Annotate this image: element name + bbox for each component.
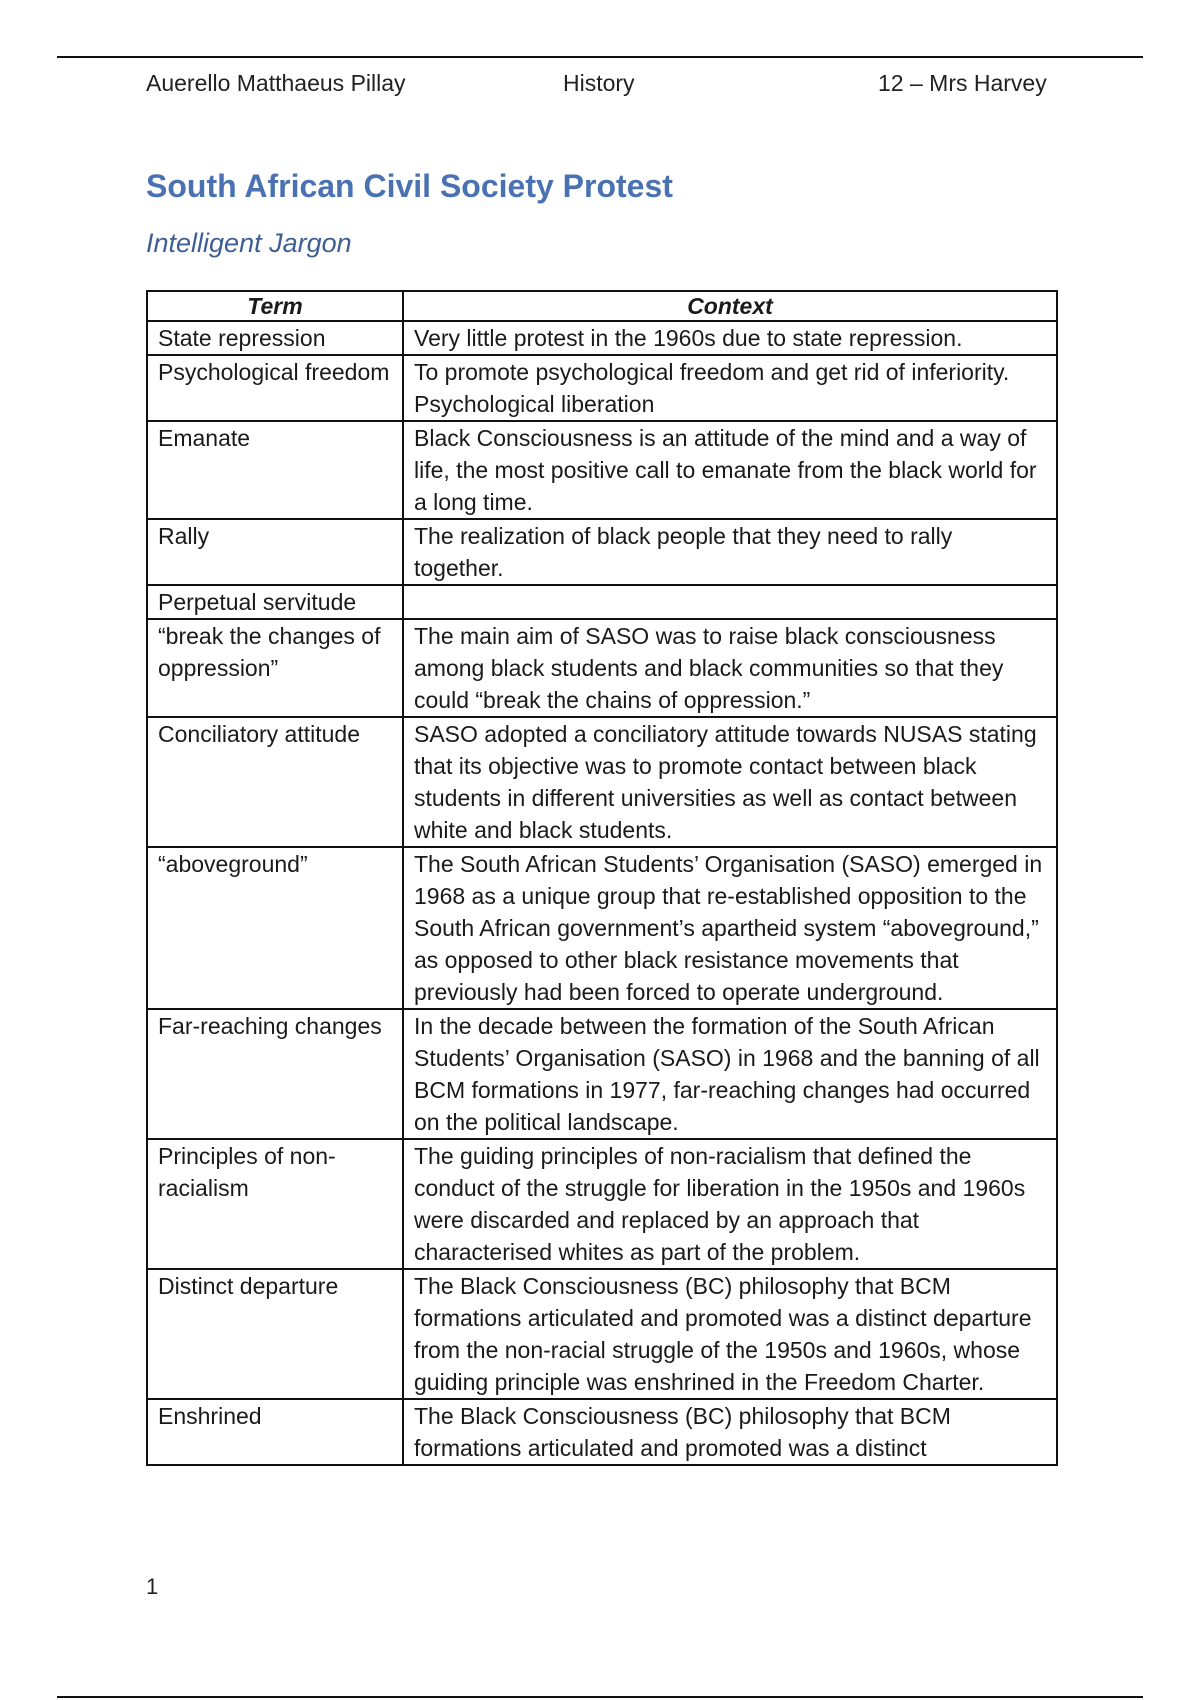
bottom-rule [57, 1696, 1143, 1698]
context-text: The Black Consciousness (BC) philosophy that BCM formations articulated and promoted was a distinct [414, 1403, 951, 1461]
table-row [147, 1009, 1057, 1139]
page-number: 1 [146, 1574, 159, 1599]
document-subtitle: Intelligent Jargon [146, 228, 352, 258]
context-text: Psychological liberation [414, 391, 655, 417]
document-title: South African Civil Society Protest [146, 168, 673, 204]
term-cell: Far-reaching changes [147, 1009, 403, 1139]
context-cell [403, 321, 1057, 355]
table-row [147, 1139, 1057, 1269]
column-header-context: Context [403, 291, 1057, 321]
context-cell [403, 585, 1057, 619]
context-text: Black Consciousness is an attitude of the mind and a way of life, the most positive call to emanate from the black world for a long time. [414, 425, 1037, 515]
context-cell [403, 1139, 1057, 1269]
term-cell: “aboveground” [147, 847, 403, 1009]
table-header-row [147, 291, 1057, 321]
table-row [147, 717, 1057, 847]
column-header-term: Term [147, 291, 403, 321]
context-text: SASO adopted a conciliatory attitude towards NUSAS stating that its objective was to promote contact between black students in different universities as well as contact between white and black students. [414, 721, 1037, 843]
context-cell [403, 355, 1057, 421]
glossary-table [146, 290, 1058, 1466]
header-class: 12 – Mrs Harvey [878, 70, 1047, 96]
term-cell: Enshrined [147, 1399, 403, 1465]
term-cell: Perpetual servitude [147, 585, 403, 619]
context-cell [403, 1009, 1057, 1139]
table-row [147, 585, 1057, 619]
table-row [147, 1269, 1057, 1399]
table-row [147, 619, 1057, 717]
header-author: Auerello Matthaeus Pillay [146, 70, 406, 96]
term-cell: Psychological freedom [147, 355, 403, 421]
term-cell: Rally [147, 519, 403, 585]
context-cell [403, 421, 1057, 519]
table-row [147, 421, 1057, 519]
term-cell: Conciliatory attitude [147, 717, 403, 847]
top-rule [57, 56, 1143, 58]
term-cell: Principles of non-racialism [147, 1139, 403, 1269]
table-row [147, 1399, 1057, 1465]
table-body [147, 321, 1057, 1465]
table-row [147, 321, 1057, 355]
context-cell [403, 1269, 1057, 1399]
context-text: To promote psychological freedom and get rid of inferiority. [414, 359, 1010, 385]
context-text [414, 586, 1046, 618]
table-row [147, 355, 1057, 421]
context-text: The realization of black people that they need to rally together. [414, 523, 953, 581]
table-row [147, 847, 1057, 1009]
table-row [147, 519, 1057, 585]
context-text: The Black Consciousness (BC) philosophy that BCM formations articulated and promoted was a distinct departure from the non-racial struggle of the 1950s and 1960s, whose guiding principle was enshrined in the Freedom Charter. [414, 1273, 1032, 1395]
context-text: The South African Students’ Organisation (SASO) emerged in 1968 as a unique group that re-established opposition to the South African government’s apartheid system “aboveground,” as opposed to other black resistance movements that previously had been forced to operate underground. [414, 851, 1043, 1005]
term-cell: State repression [147, 321, 403, 355]
context-cell [403, 1399, 1057, 1465]
context-text: The main aim of SASO was to raise black consciousness among black students and black communities so that they could “break the chains of oppression.” [414, 623, 1004, 713]
context-text: Very little protest in the 1960s due to state repression. [414, 325, 963, 351]
context-text: The guiding principles of non-racialism that defined the conduct of the struggle for liberation in the 1950s and 1960s were discarded and replaced by an approach that characterised whites as part of the problem. [414, 1143, 1026, 1265]
context-cell [403, 519, 1057, 585]
term-cell: Distinct departure [147, 1269, 403, 1399]
header-subject: History [563, 70, 635, 96]
context-cell [403, 619, 1057, 717]
context-text: In the decade between the formation of the South African Students’ Organisation (SASO) in 1968 and the banning of all BCM formations in 1977, far-reaching changes had occurred on the political landscape. [414, 1013, 1040, 1135]
term-cell: “break the changes of oppression” [147, 619, 403, 717]
context-cell [403, 717, 1057, 847]
context-cell [403, 847, 1057, 1009]
term-cell: Emanate [147, 421, 403, 519]
